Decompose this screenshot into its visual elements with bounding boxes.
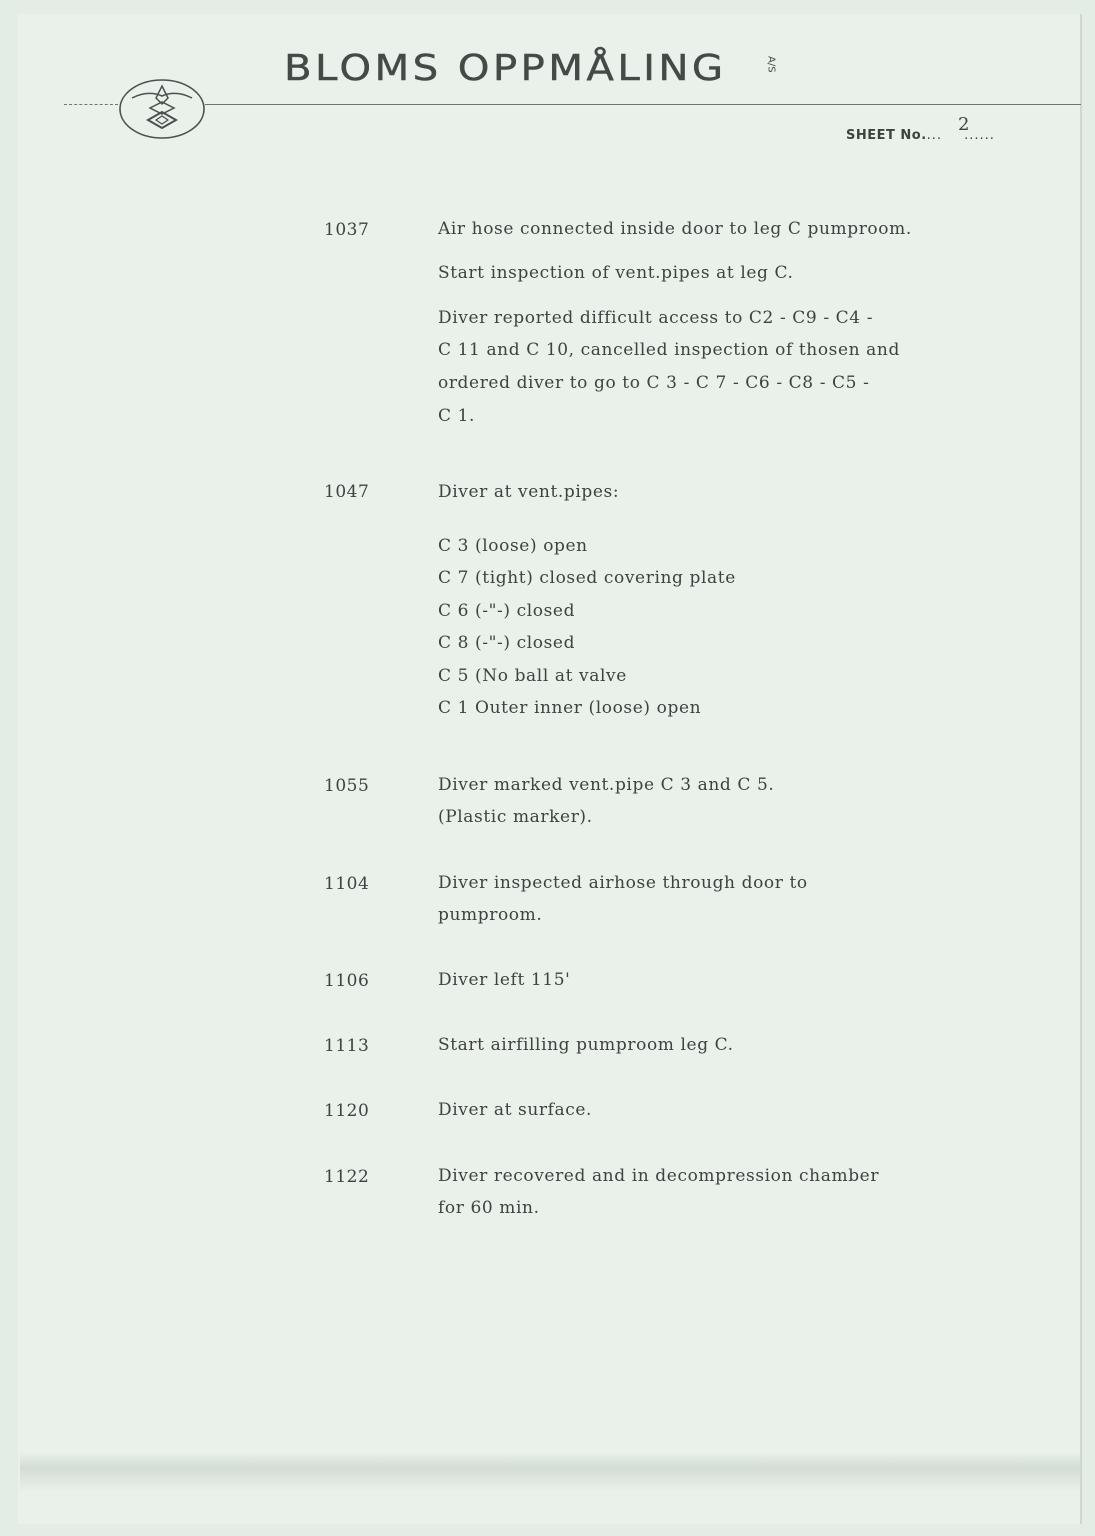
entry-line: ordered diver to go to C 3 - C 7 - C6 - C8 - C5 - bbox=[438, 373, 870, 393]
entry-line: Diver at vent.pipes: bbox=[438, 482, 620, 502]
entry-line: Diver left 115' bbox=[438, 970, 571, 990]
document-page bbox=[18, 14, 1082, 1524]
sheet-dots-before: ... bbox=[926, 128, 943, 143]
entry-line: C 5 (No ball at valve bbox=[438, 666, 627, 686]
entry-line: Start inspection of vent.pipes at leg C. bbox=[438, 263, 794, 283]
sheet-label bbox=[846, 128, 995, 143]
entry-line: Diver inspected airhose through door to bbox=[438, 873, 808, 893]
entry-line: C 11 and C 10, cancelled inspection of thosen and bbox=[438, 340, 900, 360]
entry-time: 1055 bbox=[324, 776, 370, 796]
header-rule-left bbox=[64, 104, 118, 105]
entry-line: (Plastic marker). bbox=[438, 807, 593, 827]
company-logo-icon bbox=[118, 78, 206, 140]
entry-line: C 1 Outer inner (loose) open bbox=[438, 698, 702, 718]
entry-line: Diver at surface. bbox=[438, 1100, 593, 1120]
entry-line: Diver reported difficult access to C2 - C9 - C4 - bbox=[438, 308, 874, 328]
sheet-dots-after: ...... bbox=[964, 128, 995, 143]
company-name: BLOMS OPPMÅLING bbox=[284, 48, 727, 89]
entry-time: 1104 bbox=[324, 874, 370, 894]
header-rule bbox=[205, 104, 1081, 105]
entry-line: pumproom. bbox=[438, 905, 543, 925]
entry-time: 1106 bbox=[324, 971, 370, 991]
page-bottom-shadow bbox=[20, 1452, 1080, 1492]
entry-line: C 3 (loose) open bbox=[438, 536, 588, 556]
entry-line: C 1. bbox=[438, 406, 476, 426]
entry-line: Diver marked vent.pipe C 3 and C 5. bbox=[438, 775, 775, 795]
entry-line: C 6 (-"-) closed bbox=[438, 601, 576, 621]
entry-line: C 8 (-"-) closed bbox=[438, 633, 576, 653]
entry-line: Start airfilling pumproom leg C. bbox=[438, 1035, 734, 1055]
entry-line: C 7 (tight) closed covering plate bbox=[438, 568, 736, 588]
entry-line: for 60 min. bbox=[438, 1198, 540, 1218]
company-suffix-text: A/S bbox=[765, 56, 777, 73]
entry-time: 1037 bbox=[324, 220, 370, 240]
entry-time: 1122 bbox=[324, 1167, 370, 1187]
sheet-label-text: SHEET No. bbox=[846, 128, 927, 143]
entry-time: 1113 bbox=[324, 1036, 370, 1056]
entry-line: Diver recovered and in decompression chamber bbox=[438, 1166, 880, 1186]
sheet-number: 2 bbox=[958, 114, 970, 135]
company-suffix bbox=[764, 56, 778, 76]
entry-time: 1047 bbox=[324, 482, 370, 502]
entry-time: 1120 bbox=[324, 1101, 370, 1121]
entry-line: Air hose connected inside door to leg C pumproom. bbox=[438, 219, 912, 239]
